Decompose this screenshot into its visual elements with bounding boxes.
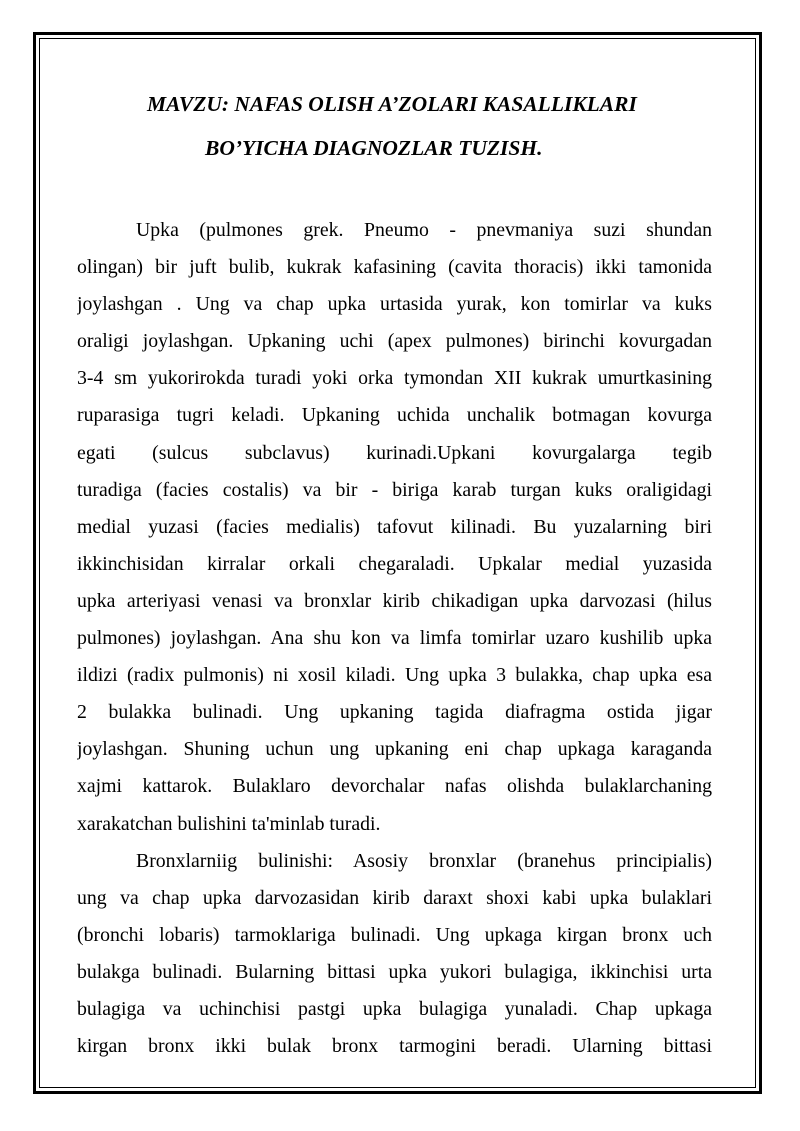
paragraph-2	[77, 843, 712, 1066]
text-line: Upka (pulmones grek. Pneumo - pnevmaniya suzi shundan	[136, 219, 712, 241]
paragraph-1	[77, 212, 712, 843]
text-line: kirgan bronx ikki bulak bronx tarmogini beradi. Ularning bittasi	[77, 1035, 712, 1058]
text-line: medial yuzasi (facies medialis) tafovut kilinadi. Bu yuzalarning biri	[77, 515, 712, 538]
text-line: ung va chap upka darvozasidan kirib daraxt shoxi kabi upka bulaklari	[77, 886, 712, 909]
text-line: bulakga bulinadi. Bularning bittasi upka yukori bulagiga, ikkinchisi urta	[77, 960, 712, 983]
text-line: xarakatchan bulishini ta'minlab turadi.	[77, 812, 381, 835]
text-line: olingan) bir juft bulib, kukrak kafasining (cavita thoracis) ikki tamonida	[77, 256, 712, 279]
text-line: Bronxlarniig bulinishi: Asosiy bronxlar (branehus principialis)	[136, 849, 712, 872]
text-line: 2 bulakka bulinadi. Ung upkaning tagida diafragma ostida jigar	[77, 701, 712, 724]
title-line-1: MAVZU: NAFAS OLISH A’ZOLARI KASALLIKLARI	[147, 92, 637, 116]
text-line: bulagiga va uchinchisi pastgi upka bulagiga yunaladi. Chap upkaga	[77, 997, 712, 1020]
text-line: ruparasiga tugri keladi. Upkaning uchida unchalik botmagan kovurga	[77, 404, 712, 427]
text-line: joylashgan . Ung va chap upka urtasida yurak, kon tomirlar va kuks	[77, 293, 712, 316]
text-line: oraligi joylashgan. Upkaning uchi (apex pulmones) birinchi kovurgadan	[77, 330, 712, 353]
title-line-2: BO’YICHA DIAGNOZLAR TUZISH.	[205, 136, 543, 160]
text-line: ildizi (radix pulmonis) ni xosil kiladi. Ung upka 3 bulakka, chap upka esa	[77, 664, 712, 687]
document-body	[77, 212, 712, 1065]
text-line: xajmi kattarok. Bulaklaro devorchalar nafas olishda bulaklarchaning	[77, 775, 712, 798]
text-line: (bronchi lobaris) tarmoklariga bulinadi. Ung upkaga kirgan bronx uch	[77, 923, 712, 946]
text-line: joylashgan. Shuning uchun ung upkaning eni chap upkaga karaganda	[77, 738, 712, 761]
text-line: pulmones) joylashgan. Ana shu kon va limfa tomirlar uzaro kushilib upka	[77, 627, 712, 650]
text-line: upka arteriyasi venasi va bronxlar kirib chikadigan upka darvozasi (hilus	[77, 589, 712, 612]
text-line: turadiga (facies costalis) va bir - biriga karab turgan kuks oraligidagi	[77, 478, 712, 501]
text-line: egati (sulcus subclavus) kurinadi.Upkani kovurgalarga tegib	[77, 441, 712, 464]
text-line: ikkinchisidan kirralar orkali chegaraladi. Upkalar medial yuzasida	[77, 552, 712, 575]
text-line: 3-4 sm yukorirokda turadi yoki orka tymondan XII kukrak umurtkasining	[77, 367, 712, 390]
